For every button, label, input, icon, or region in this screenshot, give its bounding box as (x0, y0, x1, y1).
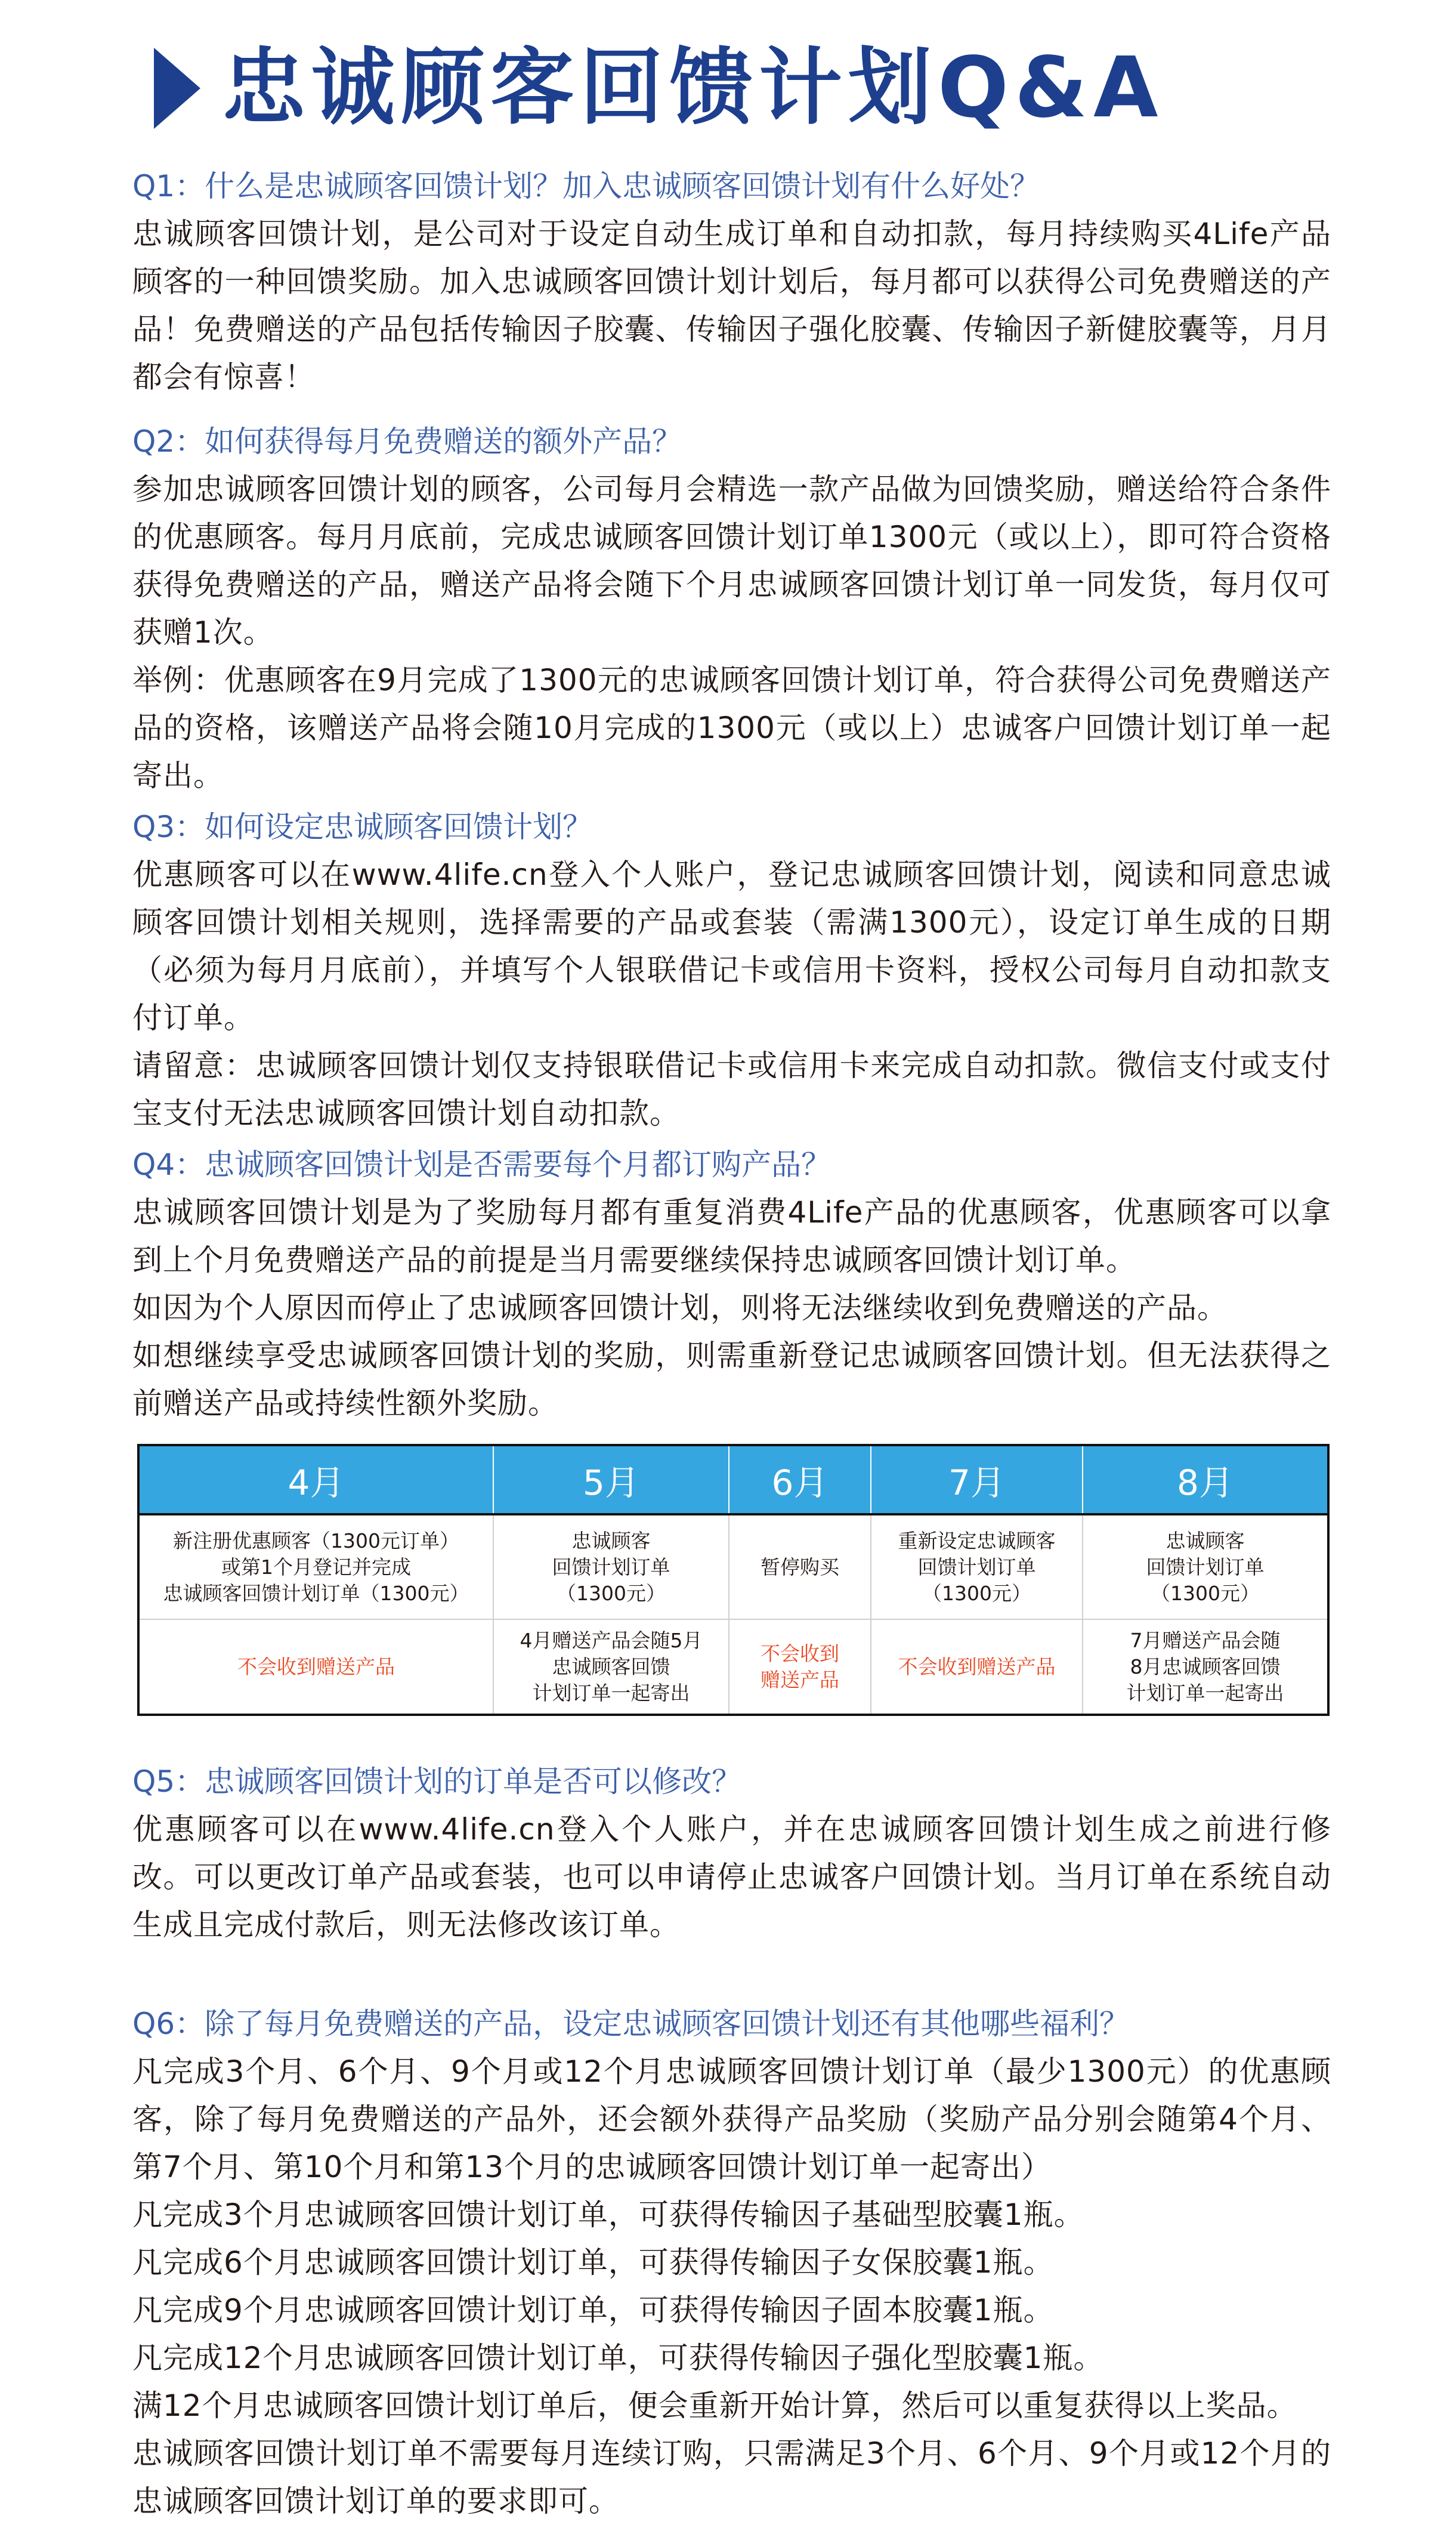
cell-may-gift (493, 1619, 729, 1715)
answer-2: 参加忠诚顾客回馈计划的顾客，公司每月会精选一款产品做为回馈奖励，赠送给符合条件的优惠顾客。每月月底前，完成忠诚顾客回馈计划订单1300元（或以上），即可符合资格获得免费赠送的产品，赠送产品将会随下个月忠诚顾客回馈计划订单一同发货，每月仅可获赠1次。 (132, 472, 1331, 650)
cell-line: 回馈计划订单 (552, 1555, 670, 1579)
faq-q5 (132, 1758, 1331, 1949)
faq-q4 (132, 1141, 1331, 1427)
cell-line: 计划订单一起寄出 (532, 1681, 690, 1705)
cell-line: 计划订单一起寄出 (1126, 1681, 1284, 1705)
cell-line: （1300元） (1151, 1581, 1260, 1605)
reward-restart: 满12个月忠诚顾客回馈计划订单后，便会重新开始计算，然后可以重复获得以上奖品。 (132, 2388, 1297, 2423)
table-row-orders (138, 1514, 1328, 1619)
faq-q2 (132, 418, 1331, 800)
answer-2-example: 举例：优惠顾客在9月完成了1300元的忠诚顾客回馈计划订单，符合获得公司免费赠送产品的资格，该赠送产品将会随10月完成的1300元（或以上）忠诚客户回馈计划订单一起寄出。 (132, 663, 1331, 793)
answer-4: 忠诚顾客回馈计划是为了奖励每月都有重复消费4Life产品的优惠顾客，优惠顾客可以拿到上个月免费赠送产品的前提是当月需要继续保持忠诚顾客回馈计划订单。 (132, 1195, 1331, 1277)
cell-line: 或第1个月登记并完成 (221, 1555, 411, 1579)
header-april: 4月 (138, 1445, 493, 1514)
header-july: 7月 (871, 1445, 1083, 1514)
reward-3-months: 凡完成3个月忠诚顾客回馈计划订单，可获得传输因子基础型胶囊1瓶。 (132, 2197, 1084, 2232)
answer-6: 凡完成3个月、6个月、9个月或12个月忠诚顾客回馈计划订单（最少1300元）的优惠顾客，除了每月免费赠送的产品外，还会额外获得产品奖励（奖励产品分别会随第4个月、第7个月、第10个月和第13个月的忠诚顾客回馈计划订单一起寄出） (132, 2054, 1331, 2184)
answer-4-para2: 如因为个人原因而停止了忠诚顾客回馈计划，则将无法继续收到免费赠送的产品。 (132, 1291, 1228, 1325)
question-2: Q2：如何获得每月免费赠送的额外产品？ (132, 424, 682, 459)
cell-line: 不会收到 (761, 1641, 839, 1665)
cell-line: 重新设定忠诚顾客 (898, 1529, 1056, 1552)
cell-line: 4月赠送产品会随5月 (520, 1628, 703, 1652)
cell-april-gift (138, 1619, 493, 1715)
cell-may-order (493, 1514, 729, 1619)
answer-5: 优惠顾客可以在www.4life.cn登入个人账户，并在忠诚顾客回馈计划生成之前进行修改。可以更改订单产品或套装，也可以申请停止忠诚客户回馈计划。当月订单在系统自动生成且完成付款后，则无法修改该订单。 (132, 1812, 1331, 1942)
play-arrow-icon (154, 48, 200, 129)
cell-line: 暂停购买 (761, 1555, 839, 1579)
question-5: Q5：忠诚顾客回馈计划的订单是否可以修改？ (132, 1764, 742, 1799)
cell-april-order (138, 1514, 493, 1619)
answer-1: 忠诚顾客回馈计划，是公司对于设定自动生成订单和自动扣款，每月持续购买4Life产品顾客的一种回馈奖励。加入忠诚顾客回馈计划计划后，每月都可以获得公司免费赠送的产品！免费赠送的产品包括传输因子胶囊、传输因子强化胶囊、传输因子新健胶囊等，月月都会有惊喜！ (132, 217, 1331, 394)
cell-line: 忠诚顾客回馈 (552, 1654, 670, 1678)
cell-line: 新注册优惠顾客（1300元订单） (173, 1529, 459, 1552)
cell-june-order (729, 1514, 871, 1619)
cell-line: 忠诚顾客回馈计划订单（1300元） (163, 1581, 469, 1605)
plan-timeline-table-wrapper (137, 1444, 1327, 1710)
answer-3: 优惠顾客可以在www.4life.cn登入个人账户，登记忠诚顾客回馈计划，阅读和同意忠诚顾客回馈计划相关规则，选择需要的产品或套装（需满1300元），设定订单生成的日期（必须为每月月底前），并填写个人银联借记卡或信用卡资料，授权公司每月自动扣款支付订单。 (132, 857, 1331, 1035)
cell-line: 8月忠诚顾客回馈 (1130, 1654, 1281, 1678)
header-june: 6月 (729, 1445, 871, 1514)
cell-july-gift (871, 1619, 1083, 1715)
cell-line: 忠诚顾客 (1166, 1529, 1245, 1552)
plan-timeline-table (137, 1444, 1330, 1716)
reward-9-months: 凡完成9个月忠诚顾客回馈计划订单，可获得传输因子固本胶囊1瓶。 (132, 2293, 1054, 2328)
table-row-gifts (138, 1619, 1328, 1715)
cell-line: 赠送产品 (761, 1668, 839, 1691)
question-4: Q4：忠诚顾客回馈计划是否需要每个月都订购产品？ (132, 1147, 831, 1182)
cell-august-order (1083, 1514, 1328, 1619)
question-1: Q1：什么是忠诚顾客回馈计划？加入忠诚顾客回馈计划有什么好处？ (132, 169, 1040, 203)
cell-june-gift (729, 1619, 871, 1715)
cell-line: 回馈计划订单 (1146, 1555, 1265, 1579)
reward-6-months: 凡完成6个月忠诚顾客回馈计划订单，可获得传输因子女保胶囊1瓶。 (132, 2245, 1054, 2280)
cell-line: 回馈计划订单 (917, 1555, 1036, 1579)
cell-july-order (871, 1514, 1083, 1619)
page-header (154, 29, 1164, 148)
cell-line: 不会收到赠送产品 (898, 1654, 1056, 1678)
faq-q1 (132, 162, 1331, 401)
faq-q6 (132, 2000, 1331, 2525)
header-may: 5月 (493, 1445, 729, 1514)
page-title: 忠诚顾客回馈计划Q&A (222, 39, 1164, 137)
reward-closing: 忠诚顾客回馈计划订单不需要每月连续订购，只需满足3个月、6个月、9个月或12个月的忠诚顾客回馈计划订单的要求即可。 (132, 2436, 1331, 2518)
cell-line: 忠诚顾客 (571, 1529, 651, 1552)
faq-q3 (132, 803, 1331, 1137)
table-header-row (138, 1445, 1328, 1514)
answer-3-note: 请留意：忠诚顾客回馈计划仅支持银联借记卡或信用卡来完成自动扣款。微信支付或支付宝支付无法忠诚顾客回馈计划自动扣款。 (132, 1048, 1331, 1131)
question-3: Q3：如何设定忠诚顾客回馈计划？ (132, 810, 593, 844)
question-6: Q6：除了每月免费赠送的产品，设定忠诚顾客回馈计划还有其他哪些福利？ (132, 2007, 1130, 2041)
cell-line: 不会收到赠送产品 (237, 1654, 395, 1678)
cell-line: 7月赠送产品会随 (1130, 1628, 1281, 1652)
reward-12-months: 凡完成12个月忠诚顾客回馈计划订单，可获得传输因子强化型胶囊1瓶。 (132, 2341, 1104, 2375)
header-august: 8月 (1083, 1445, 1328, 1514)
cell-august-gift (1083, 1619, 1328, 1715)
answer-4-para3: 如想继续享受忠诚顾客回馈计划的奖励，则需重新登记忠诚顾客回馈计划。但无法获得之前赠送产品或持续性额外奖励。 (132, 1338, 1331, 1421)
cell-line: （1300元） (557, 1581, 666, 1605)
cell-line: （1300元） (922, 1581, 1031, 1605)
